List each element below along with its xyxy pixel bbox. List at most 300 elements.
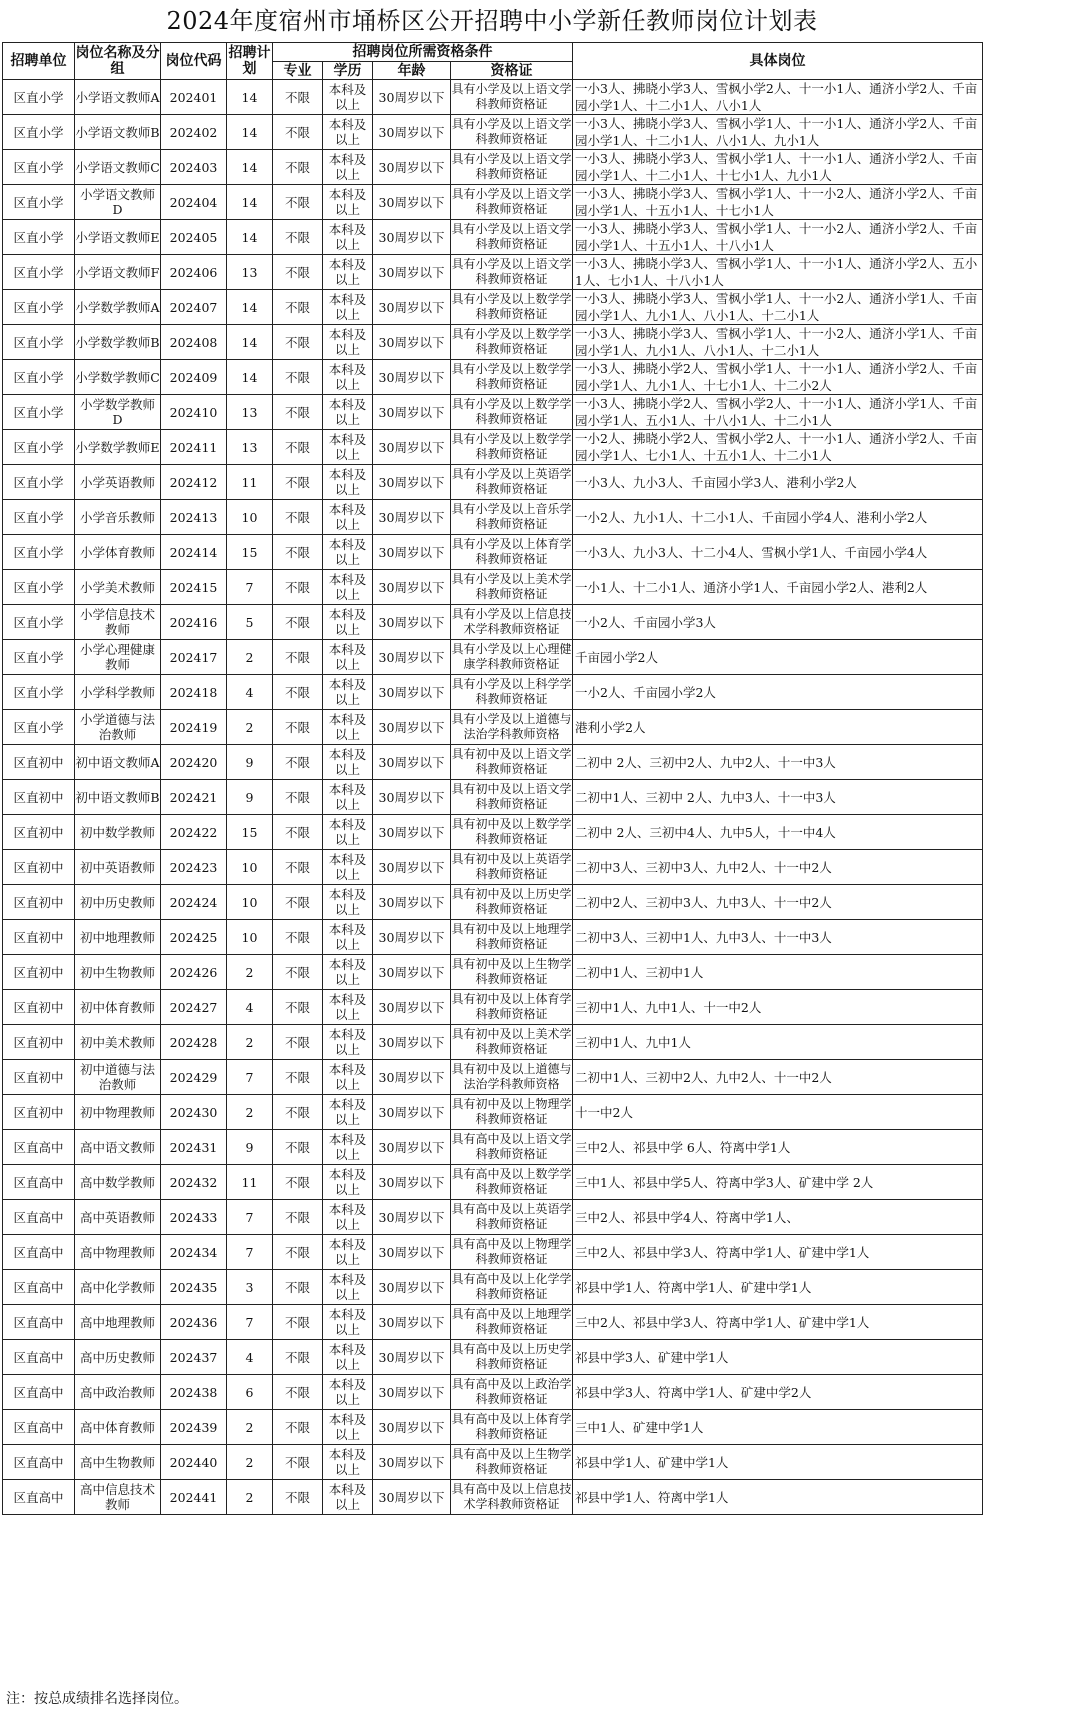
cell-specific-posts: 一小3人、九小3人、千亩园小学3人、港利小学2人	[573, 465, 983, 500]
table-row	[3, 115, 983, 150]
cell-specific-posts: 三中2人、祁县中学3人、符离中学1人、矿建中学1人	[573, 1305, 983, 1340]
cell-position-name: 小学音乐教师	[75, 500, 161, 535]
cell-position-code: 202432	[161, 1165, 227, 1200]
cell-position-code: 202439	[161, 1410, 227, 1445]
cell-specific-posts: 一小2人、九小1人、十二小1人、千亩园小学4人、港利小学2人	[573, 500, 983, 535]
cell-plan-count: 10	[227, 850, 273, 885]
cell-certificate: 具有小学及以上数学学科教师资格证	[451, 360, 573, 395]
cell-education: 本科及以上	[323, 745, 373, 780]
table-row	[3, 290, 983, 325]
cell-unit: 区直初中	[3, 885, 75, 920]
cell-plan-count: 2	[227, 640, 273, 675]
cell-major: 不限	[273, 290, 323, 325]
cell-certificate: 具有小学及以上体育学科教师资格证	[451, 535, 573, 570]
table-row	[3, 1165, 983, 1200]
header-conditions: 招聘岗位所需资格条件	[273, 43, 573, 62]
cell-age: 30周岁以下	[373, 185, 451, 220]
cell-unit: 区直初中	[3, 955, 75, 990]
cell-position-code: 202437	[161, 1340, 227, 1375]
cell-unit: 区直高中	[3, 1410, 75, 1445]
cell-certificate: 具有小学及以上数学学科教师资格证	[451, 290, 573, 325]
cell-certificate: 具有初中及以上美术学科教师资格证	[451, 1025, 573, 1060]
cell-age: 30周岁以下	[373, 1095, 451, 1130]
cell-position-name: 小学语文教师F	[75, 255, 161, 290]
cell-position-code: 202418	[161, 675, 227, 710]
cell-unit: 区直小学	[3, 675, 75, 710]
cell-plan-count: 2	[227, 1445, 273, 1480]
table-row	[3, 1480, 983, 1515]
cell-unit: 区直小学	[3, 150, 75, 185]
cell-certificate: 具有高中及以上体育学科教师资格证	[451, 1410, 573, 1445]
cell-major: 不限	[273, 1445, 323, 1480]
cell-certificate: 具有小学及以上语文学科教师资格证	[451, 115, 573, 150]
cell-position-name: 初中体育教师	[75, 990, 161, 1025]
cell-certificate: 具有高中及以上化学学科教师资格证	[451, 1270, 573, 1305]
cell-education: 本科及以上	[323, 535, 373, 570]
cell-plan-count: 15	[227, 535, 273, 570]
cell-specific-posts: 三中1人、矿建中学1人	[573, 1410, 983, 1445]
cell-unit: 区直小学	[3, 290, 75, 325]
table-row	[3, 1445, 983, 1480]
cell-specific-posts: 三中2人、祁县中学 6人、符离中学1人	[573, 1130, 983, 1165]
cell-unit: 区直小学	[3, 325, 75, 360]
table-row	[3, 500, 983, 535]
cell-certificate: 具有小学及以上信息技术学科教师资格证	[451, 605, 573, 640]
cell-age: 30周岁以下	[373, 780, 451, 815]
cell-specific-posts: 一小3人、拂晓小学3人、雪枫小学1人、十一小2人、通济小学1人、千亩园小学1人、九小1人、八小1人、十二小1人	[573, 325, 983, 360]
cell-unit: 区直初中	[3, 745, 75, 780]
cell-position-code: 202407	[161, 290, 227, 325]
cell-certificate: 具有初中及以上地理学科教师资格证	[451, 920, 573, 955]
cell-specific-posts: 二初中 2人、三初中4人、九中5人，十一中4人	[573, 815, 983, 850]
cell-education: 本科及以上	[323, 1060, 373, 1095]
cell-age: 30周岁以下	[373, 920, 451, 955]
cell-age: 30周岁以下	[373, 850, 451, 885]
cell-education: 本科及以上	[323, 780, 373, 815]
cell-position-name: 高中化学教师	[75, 1270, 161, 1305]
cell-education: 本科及以上	[323, 465, 373, 500]
cell-specific-posts: 二初中1人、三初中1人	[573, 955, 983, 990]
cell-major: 不限	[273, 990, 323, 1025]
cell-position-name: 小学体育教师	[75, 535, 161, 570]
cell-certificate: 具有高中及以上语文学科教师资格证	[451, 1130, 573, 1165]
cell-position-code: 202423	[161, 850, 227, 885]
cell-position-name: 小学数学教师B	[75, 325, 161, 360]
cell-position-name: 高中数学教师	[75, 1165, 161, 1200]
cell-certificate: 具有小学及以上科学学科教师资格证	[451, 675, 573, 710]
cell-plan-count: 7	[227, 1305, 273, 1340]
cell-unit: 区直小学	[3, 500, 75, 535]
table-row	[3, 1305, 983, 1340]
cell-position-name: 高中体育教师	[75, 1410, 161, 1445]
cell-certificate: 具有小学及以上心理健康学科教师资格证	[451, 640, 573, 675]
cell-unit: 区直高中	[3, 1270, 75, 1305]
cell-unit: 区直高中	[3, 1130, 75, 1165]
cell-specific-posts: 一小3人、拂晓小学3人、雪枫小学1人、十一小1人、通济小学2人、五小1人、七小1人、十八小1人	[573, 255, 983, 290]
cell-age: 30周岁以下	[373, 1340, 451, 1375]
cell-education: 本科及以上	[323, 1340, 373, 1375]
cell-education: 本科及以上	[323, 430, 373, 465]
cell-major: 不限	[273, 1410, 323, 1445]
cell-position-name: 小学语文教师A	[75, 80, 161, 115]
cell-age: 30周岁以下	[373, 1025, 451, 1060]
cell-position-code: 202412	[161, 465, 227, 500]
cell-specific-posts: 二初中1人、三初中 2人、九中3人、十一中3人	[573, 780, 983, 815]
cell-age: 30周岁以下	[373, 885, 451, 920]
table-row	[3, 465, 983, 500]
cell-position-name: 小学语文教师B	[75, 115, 161, 150]
cell-age: 30周岁以下	[373, 535, 451, 570]
table-row	[3, 185, 983, 220]
cell-plan-count: 11	[227, 465, 273, 500]
cell-position-name: 初中语文教师A	[75, 745, 161, 780]
table-row	[3, 220, 983, 255]
cell-position-code: 202441	[161, 1480, 227, 1515]
cell-plan-count: 3	[227, 1270, 273, 1305]
cell-age: 30周岁以下	[373, 1165, 451, 1200]
cell-age: 30周岁以下	[373, 570, 451, 605]
cell-specific-posts: 一小2人、千亩园小学3人	[573, 605, 983, 640]
cell-unit: 区直小学	[3, 710, 75, 745]
cell-unit: 区直小学	[3, 185, 75, 220]
cell-plan-count: 14	[227, 115, 273, 150]
cell-age: 30周岁以下	[373, 395, 451, 430]
cell-position-code: 202431	[161, 1130, 227, 1165]
cell-age: 30周岁以下	[373, 710, 451, 745]
cell-unit: 区直小学	[3, 465, 75, 500]
cell-plan-count: 2	[227, 1095, 273, 1130]
header-age: 年龄	[373, 62, 451, 80]
cell-unit: 区直初中	[3, 850, 75, 885]
cell-major: 不限	[273, 255, 323, 290]
table-row	[3, 815, 983, 850]
cell-position-code: 202424	[161, 885, 227, 920]
cell-major: 不限	[273, 1375, 323, 1410]
table-row	[3, 605, 983, 640]
cell-major: 不限	[273, 430, 323, 465]
cell-plan-count: 15	[227, 815, 273, 850]
cell-specific-posts: 一小1人、十二小1人、通济小学1人、千亩园小学2人、港利2人	[573, 570, 983, 605]
cell-specific-posts: 祁县中学1人、符离中学1人、矿建中学1人	[573, 1270, 983, 1305]
table-row	[3, 1200, 983, 1235]
cell-education: 本科及以上	[323, 1130, 373, 1165]
cell-major: 不限	[273, 325, 323, 360]
table-row	[3, 1410, 983, 1445]
cell-position-code: 202406	[161, 255, 227, 290]
cell-major: 不限	[273, 1480, 323, 1515]
cell-major: 不限	[273, 885, 323, 920]
cell-position-code: 202405	[161, 220, 227, 255]
cell-certificate: 具有初中及以上生物学科教师资格证	[451, 955, 573, 990]
cell-age: 30周岁以下	[373, 150, 451, 185]
cell-major: 不限	[273, 570, 323, 605]
table-row	[3, 780, 983, 815]
cell-position-name: 高中历史教师	[75, 1340, 161, 1375]
cell-major: 不限	[273, 955, 323, 990]
cell-certificate: 具有初中及以上数学学科教师资格证	[451, 815, 573, 850]
cell-position-code: 202427	[161, 990, 227, 1025]
cell-specific-posts: 三中2人、祁县中学4人、符离中学1人、	[573, 1200, 983, 1235]
cell-major: 不限	[273, 640, 323, 675]
cell-major: 不限	[273, 1200, 323, 1235]
table-row	[3, 570, 983, 605]
cell-position-name: 小学道德与法治教师	[75, 710, 161, 745]
cell-education: 本科及以上	[323, 920, 373, 955]
table-row	[3, 850, 983, 885]
cell-position-name: 初中英语教师	[75, 850, 161, 885]
cell-position-name: 初中语文教师B	[75, 780, 161, 815]
cell-specific-posts: 一小3人、拂晓小学3人、雪枫小学1人、十一小2人、通济小学1人、千亩园小学1人、九小1人、八小1人、十二小1人	[573, 290, 983, 325]
cell-education: 本科及以上	[323, 850, 373, 885]
cell-specific-posts: 二初中3人、三初中3人、九中2人、十一中2人	[573, 850, 983, 885]
cell-certificate: 具有小学及以上英语学科教师资格证	[451, 465, 573, 500]
cell-certificate: 具有小学及以上语文学科教师资格证	[451, 185, 573, 220]
cell-position-code: 202404	[161, 185, 227, 220]
cell-position-code: 202419	[161, 710, 227, 745]
cell-certificate: 具有小学及以上道德与法治学科教师资格	[451, 710, 573, 745]
cell-education: 本科及以上	[323, 815, 373, 850]
table-row	[3, 360, 983, 395]
cell-age: 30周岁以下	[373, 1235, 451, 1270]
cell-education: 本科及以上	[323, 1480, 373, 1515]
cell-age: 30周岁以下	[373, 115, 451, 150]
cell-education: 本科及以上	[323, 1305, 373, 1340]
cell-plan-count: 13	[227, 395, 273, 430]
cell-education: 本科及以上	[323, 605, 373, 640]
cell-specific-posts: 千亩园小学2人	[573, 640, 983, 675]
cell-position-name: 小学美术教师	[75, 570, 161, 605]
cell-plan-count: 10	[227, 885, 273, 920]
cell-education: 本科及以上	[323, 955, 373, 990]
cell-major: 不限	[273, 115, 323, 150]
cell-age: 30周岁以下	[373, 1060, 451, 1095]
cell-major: 不限	[273, 1340, 323, 1375]
cell-unit: 区直小学	[3, 220, 75, 255]
cell-age: 30周岁以下	[373, 290, 451, 325]
cell-plan-count: 6	[227, 1375, 273, 1410]
cell-age: 30周岁以下	[373, 430, 451, 465]
cell-plan-count: 2	[227, 1025, 273, 1060]
recruitment-table	[2, 42, 983, 1515]
cell-specific-posts: 一小3人、九小3人、十二小4人、雪枫小学1人、千亩园小学4人	[573, 535, 983, 570]
cell-unit: 区直高中	[3, 1165, 75, 1200]
cell-age: 30周岁以下	[373, 1305, 451, 1340]
table-row	[3, 1375, 983, 1410]
cell-age: 30周岁以下	[373, 745, 451, 780]
cell-position-code: 202425	[161, 920, 227, 955]
cell-position-code: 202415	[161, 570, 227, 605]
cell-certificate: 具有小学及以上语文学科教师资格证	[451, 80, 573, 115]
cell-unit: 区直小学	[3, 80, 75, 115]
cell-position-code: 202420	[161, 745, 227, 780]
cell-position-code: 202438	[161, 1375, 227, 1410]
cell-education: 本科及以上	[323, 1200, 373, 1235]
cell-unit: 区直高中	[3, 1445, 75, 1480]
page-title: 2024年度宿州市埇桥区公开招聘中小学新任教师岗位计划表	[166, 7, 818, 35]
table-row	[3, 430, 983, 465]
table-row	[3, 80, 983, 115]
cell-position-code: 202416	[161, 605, 227, 640]
cell-certificate: 具有初中及以上英语学科教师资格证	[451, 850, 573, 885]
cell-major: 不限	[273, 815, 323, 850]
cell-unit: 区直小学	[3, 640, 75, 675]
cell-age: 30周岁以下	[373, 640, 451, 675]
table-body	[3, 80, 983, 1515]
cell-age: 30周岁以下	[373, 255, 451, 290]
cell-position-code: 202433	[161, 1200, 227, 1235]
cell-unit: 区直小学	[3, 395, 75, 430]
cell-certificate: 具有高中及以上数学学科教师资格证	[451, 1165, 573, 1200]
header-code: 岗位代码	[161, 43, 227, 80]
cell-education: 本科及以上	[323, 885, 373, 920]
cell-position-name: 小学数学教师E	[75, 430, 161, 465]
cell-certificate: 具有小学及以上数学学科教师资格证	[451, 325, 573, 360]
cell-major: 不限	[273, 360, 323, 395]
cell-education: 本科及以上	[323, 1235, 373, 1270]
cell-certificate: 具有初中及以上物理学科教师资格证	[451, 1095, 573, 1130]
cell-position-code: 202440	[161, 1445, 227, 1480]
cell-specific-posts: 一小3人、拂晓小学3人、雪枫小学2人、十一小1人、通济小学2人、千亩园小学1人、十二小1人、八小1人	[573, 80, 983, 115]
cell-unit: 区直高中	[3, 1235, 75, 1270]
cell-specific-posts: 一小3人、拂晓小学2人、雪枫小学1人、十一小1人、通济小学2人、千亩园小学1人、九小1人、十七小1人、十二小2人	[573, 360, 983, 395]
cell-major: 不限	[273, 150, 323, 185]
table-row	[3, 395, 983, 430]
cell-education: 本科及以上	[323, 150, 373, 185]
cell-position-name: 初中生物教师	[75, 955, 161, 990]
cell-unit: 区直初中	[3, 1060, 75, 1095]
cell-specific-posts: 祁县中学1人、矿建中学1人	[573, 1445, 983, 1480]
cell-plan-count: 4	[227, 990, 273, 1025]
cell-unit: 区直初中	[3, 990, 75, 1025]
cell-position-name: 初中历史教师	[75, 885, 161, 920]
cell-certificate: 具有小学及以上语文学科教师资格证	[451, 220, 573, 255]
cell-certificate: 具有小学及以上音乐学科教师资格证	[451, 500, 573, 535]
cell-education: 本科及以上	[323, 325, 373, 360]
cell-education: 本科及以上	[323, 80, 373, 115]
header-plan: 招聘计划	[227, 43, 273, 80]
cell-major: 不限	[273, 395, 323, 430]
cell-major: 不限	[273, 220, 323, 255]
cell-major: 不限	[273, 710, 323, 745]
cell-age: 30周岁以下	[373, 605, 451, 640]
cell-position-name: 小学信息技术教师	[75, 605, 161, 640]
cell-position-code: 202414	[161, 535, 227, 570]
table-row	[3, 885, 983, 920]
cell-position-name: 初中美术教师	[75, 1025, 161, 1060]
cell-age: 30周岁以下	[373, 220, 451, 255]
cell-position-name: 小学语文教师D	[75, 185, 161, 220]
cell-position-code: 202411	[161, 430, 227, 465]
cell-major: 不限	[273, 80, 323, 115]
cell-plan-count: 7	[227, 570, 273, 605]
cell-certificate: 具有高中及以上生物学科教师资格证	[451, 1445, 573, 1480]
cell-plan-count: 14	[227, 150, 273, 185]
cell-major: 不限	[273, 535, 323, 570]
cell-certificate: 具有高中及以上英语学科教师资格证	[451, 1200, 573, 1235]
cell-certificate: 具有小学及以上美术学科教师资格证	[451, 570, 573, 605]
cell-major: 不限	[273, 1095, 323, 1130]
cell-position-code: 202401	[161, 80, 227, 115]
cell-position-name: 小学数学教师C	[75, 360, 161, 395]
cell-position-name: 高中生物教师	[75, 1445, 161, 1480]
cell-position-name: 高中英语教师	[75, 1200, 161, 1235]
cell-plan-count: 9	[227, 745, 273, 780]
header-unit: 招聘单位	[3, 43, 75, 80]
footnote: 注：按总成绩排名选择岗位。	[6, 1691, 188, 1707]
cell-major: 不限	[273, 1305, 323, 1340]
table-row	[3, 1060, 983, 1095]
cell-position-code: 202417	[161, 640, 227, 675]
cell-education: 本科及以上	[323, 640, 373, 675]
cell-certificate: 具有初中及以上历史学科教师资格证	[451, 885, 573, 920]
cell-position-code: 202434	[161, 1235, 227, 1270]
header-education: 学历	[323, 62, 373, 80]
cell-unit: 区直高中	[3, 1200, 75, 1235]
cell-position-name: 小学英语教师	[75, 465, 161, 500]
cell-education: 本科及以上	[323, 290, 373, 325]
cell-education: 本科及以上	[323, 1445, 373, 1480]
cell-age: 30周岁以下	[373, 500, 451, 535]
cell-unit: 区直高中	[3, 1305, 75, 1340]
cell-plan-count: 7	[227, 1060, 273, 1095]
cell-plan-count: 10	[227, 500, 273, 535]
cell-unit: 区直小学	[3, 605, 75, 640]
table-row	[3, 920, 983, 955]
cell-education: 本科及以上	[323, 710, 373, 745]
cell-position-name: 高中地理教师	[75, 1305, 161, 1340]
cell-specific-posts: 十一中2人	[573, 1095, 983, 1130]
cell-position-code: 202426	[161, 955, 227, 990]
cell-age: 30周岁以下	[373, 1130, 451, 1165]
cell-major: 不限	[273, 920, 323, 955]
cell-education: 本科及以上	[323, 1025, 373, 1060]
cell-position-code: 202436	[161, 1305, 227, 1340]
cell-plan-count: 14	[227, 290, 273, 325]
cell-education: 本科及以上	[323, 115, 373, 150]
cell-unit: 区直高中	[3, 1375, 75, 1410]
cell-position-code: 202430	[161, 1095, 227, 1130]
cell-specific-posts: 二初中 2人、三初中2人、九中2人、十一中3人	[573, 745, 983, 780]
cell-specific-posts: 一小3人、拂晓小学2人、雪枫小学2人、十一小1人、通济小学1人、千亩园小学1人、五小1人、十八小1人、十二小1人	[573, 395, 983, 430]
cell-plan-count: 14	[227, 220, 273, 255]
header-name: 岗位名称及分组	[75, 43, 161, 80]
cell-education: 本科及以上	[323, 220, 373, 255]
cell-unit: 区直小学	[3, 360, 75, 395]
cell-plan-count: 14	[227, 185, 273, 220]
cell-age: 30周岁以下	[373, 1200, 451, 1235]
cell-unit: 区直初中	[3, 815, 75, 850]
cell-unit: 区直高中	[3, 1340, 75, 1375]
cell-position-code: 202435	[161, 1270, 227, 1305]
header-certificate: 资格证	[451, 62, 573, 80]
table-row	[3, 955, 983, 990]
cell-specific-posts: 祁县中学3人、矿建中学1人	[573, 1340, 983, 1375]
cell-position-name: 小学语文教师C	[75, 150, 161, 185]
cell-specific-posts: 祁县中学3人、符离中学1人、矿建中学2人	[573, 1375, 983, 1410]
cell-age: 30周岁以下	[373, 80, 451, 115]
cell-age: 30周岁以下	[373, 990, 451, 1025]
cell-major: 不限	[273, 1025, 323, 1060]
cell-certificate: 具有小学及以上数学学科教师资格证	[451, 395, 573, 430]
cell-age: 30周岁以下	[373, 955, 451, 990]
cell-major: 不限	[273, 1165, 323, 1200]
table-row	[3, 535, 983, 570]
cell-position-name: 小学心理健康教师	[75, 640, 161, 675]
cell-certificate: 具有高中及以上历史学科教师资格证	[451, 1340, 573, 1375]
table-row	[3, 745, 983, 780]
cell-plan-count: 5	[227, 605, 273, 640]
cell-position-name: 高中政治教师	[75, 1375, 161, 1410]
